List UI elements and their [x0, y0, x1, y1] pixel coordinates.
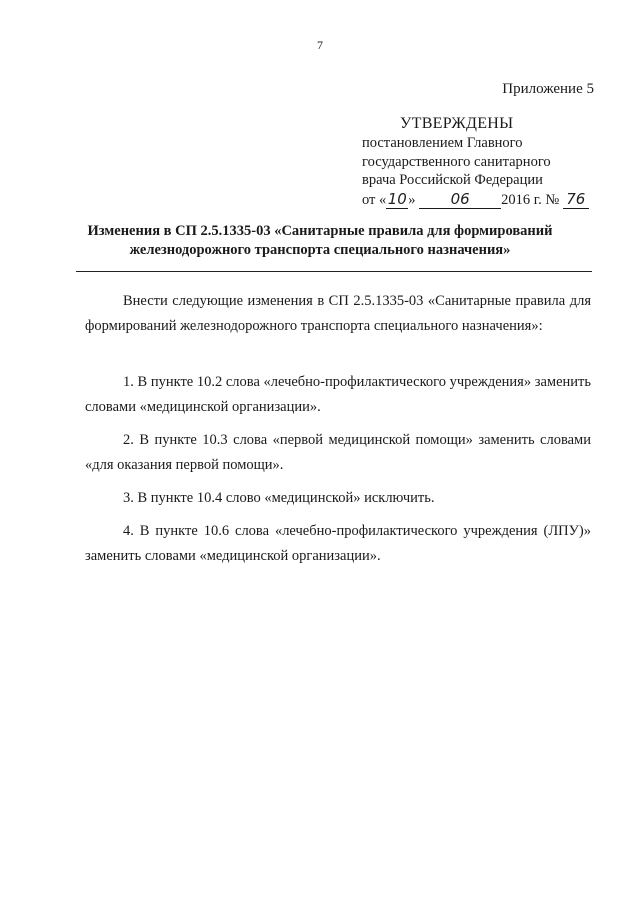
approval-date-line: [362, 190, 602, 210]
approval-block: [362, 114, 602, 209]
amendment-item: 3. В пункте 10.4 слово «медицинской» исключить.: [123, 490, 435, 506]
appendix-label: Приложение 5: [502, 81, 594, 97]
handwritten-day: 10: [387, 189, 407, 208]
intro-section: [85, 289, 591, 339]
amendment-item: 1. В пункте 10.2 слова «лечебно-профилактического учреждения» заменить словами «медицинской организации».: [85, 374, 591, 415]
handwritten-number: 76: [563, 190, 589, 210]
intro-paragraph: Внести следующие изменения в СП 2.5.1335-03 «Санитарные правила для формирований железнодорожного транспорта специального назначения»:: [85, 293, 591, 334]
date-mid: »: [408, 191, 416, 208]
amendment-item: 2. В пункте 10.3 слова «первой медицинской помощи» заменить словами «для оказания первой помощи».: [85, 432, 591, 473]
approval-line-2: государственного санитарного: [362, 153, 551, 170]
title-divider: [76, 271, 592, 272]
amendment-item: 4. В пункте 10.6 слова «лечебно-профилактического учреждения (ЛПУ)» заменить словами «медицинской организации».: [85, 523, 591, 564]
approval-line-1: постановлением Главного: [362, 135, 523, 151]
approval-heading: УТВЕРЖДЕНЫ: [400, 115, 514, 132]
approval-line-3: врача Российской Федерации: [362, 172, 543, 188]
amendments-list: [85, 370, 591, 577]
date-prefix: от «: [362, 191, 387, 208]
document-title: [60, 222, 580, 260]
title-line-1: Изменения в СП 2.5.1335-03 «Санитарные правила для формирований: [87, 223, 553, 239]
year-and-number-label: 2016 г. №: [501, 191, 560, 208]
handwritten-month: 06: [419, 190, 501, 210]
page-number: 7: [317, 38, 323, 52]
title-line-2: железнодорожного транспорта специального назначения»: [129, 242, 511, 258]
